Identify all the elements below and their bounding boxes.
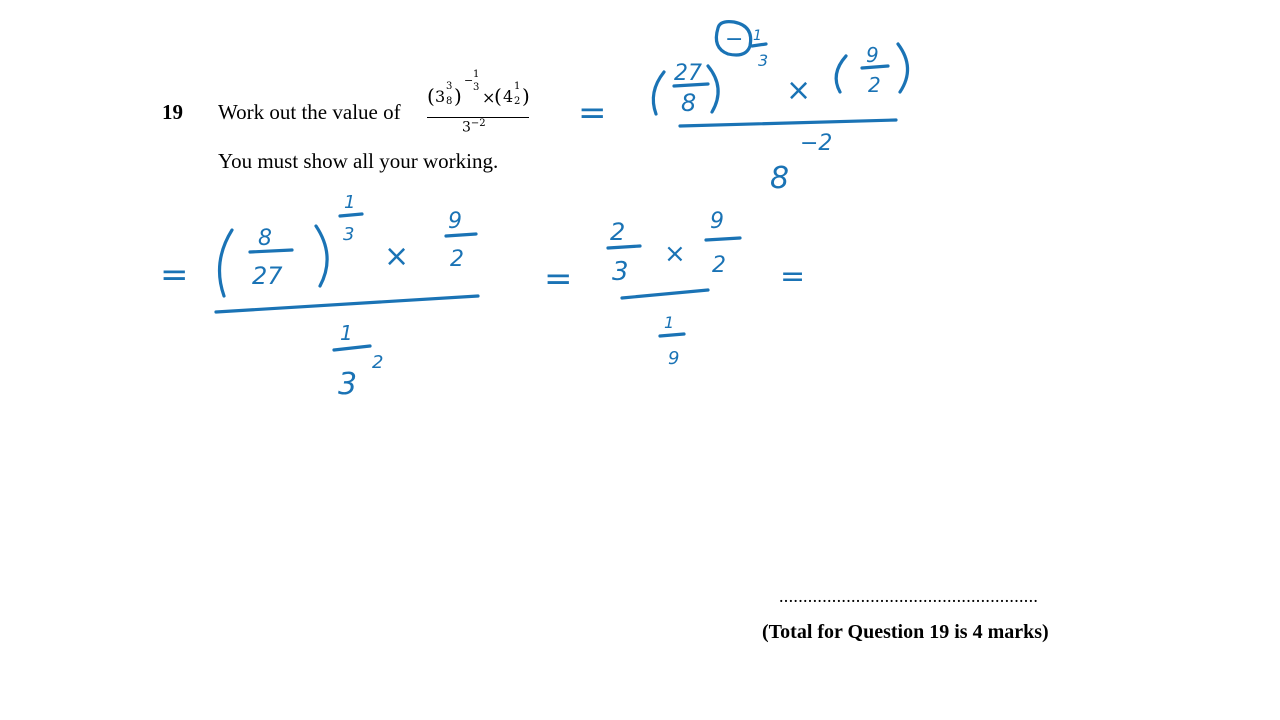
step1-frac-line-b [862, 66, 888, 68]
step2-num-b: 9 [448, 209, 462, 234]
step2-exp-line [340, 214, 362, 216]
step2-den-base: 3 [338, 367, 358, 402]
step2-den-line [334, 346, 370, 350]
times-sign: × [482, 88, 496, 107]
step2-exp-den: 3 [343, 224, 355, 245]
mixed-whole: 3 [435, 87, 446, 106]
step3-times: × [664, 239, 686, 269]
exponent-numerator: 1 [473, 69, 480, 80]
step3-frac-line-a [608, 246, 640, 248]
step1-exp-circled: − [725, 27, 744, 52]
answer-line[interactable]: ...................................................... [779, 586, 1039, 606]
step1-open-paren [653, 72, 664, 114]
exponent-denominator: 3 [473, 82, 480, 93]
step2-num-a: 8 [258, 226, 272, 251]
close-paren: ) [454, 84, 462, 108]
step1-den-a: 8 [681, 89, 697, 117]
mixed-whole-2: 4 [503, 87, 514, 106]
instruction-text: You must show all your working. [218, 149, 499, 173]
step2-frac-line-a [250, 250, 292, 252]
step1-close-paren [708, 66, 718, 112]
step4-equals: = [780, 259, 806, 294]
step1-exp-den: 3 [758, 51, 769, 70]
step1-frac-line-a [674, 84, 708, 86]
question-prompt: Work out the value of [218, 100, 401, 124]
step2-exp-num: 1 [344, 192, 356, 213]
mixed-numerator-2: 1 [514, 81, 521, 92]
step2-equals: = [160, 255, 189, 295]
close-paren-2: ) [522, 84, 530, 108]
step3-frac-line-b [706, 238, 740, 240]
step2-times: × [384, 239, 410, 274]
step3-den-a: 3 [612, 257, 629, 287]
question-number: 19 [162, 100, 183, 124]
step1-den-exp: −2 [800, 131, 833, 156]
open-paren-2: ( [494, 84, 502, 108]
step3-den-den: 9 [668, 348, 680, 369]
denominator-exponent: −2 [470, 118, 486, 129]
step1-num-a: 27 [674, 61, 702, 86]
step2-frac-line-b [446, 234, 476, 236]
step2-den-b: 2 [450, 247, 464, 272]
mixed-denominator-2: 2 [514, 96, 521, 107]
step3-den-line [660, 334, 684, 336]
step2-den-a: 27 [252, 262, 283, 290]
exponent-sign: − [464, 74, 474, 87]
step3-den-num: 1 [664, 313, 675, 332]
step2-main-frac-line [216, 296, 478, 312]
mixed-numerator: 3 [446, 81, 453, 92]
total-marks: (Total for Question 19 is 4 marks) [762, 621, 1049, 643]
step1-close-paren-2 [898, 44, 908, 92]
denominator-base: 3 [462, 119, 471, 136]
step2-den-exp: 2 [372, 352, 384, 373]
step1-open-paren-2 [836, 56, 846, 92]
step2-close-paren [316, 226, 327, 286]
step1-den-base: 8 [770, 161, 790, 196]
step3-num-a: 2 [610, 218, 626, 246]
step1-num-b: 9 [866, 43, 879, 67]
step1-main-frac-line [680, 120, 896, 126]
step2-den-num: 1 [340, 321, 353, 345]
step2-open-paren [220, 230, 233, 296]
step1-exp-num: 1 [753, 28, 762, 44]
step3-equals: = [544, 259, 573, 299]
step3-num-b: 9 [710, 209, 724, 234]
open-paren: ( [427, 84, 435, 108]
step1-den-b: 2 [868, 73, 881, 97]
step3-main-frac-line [622, 290, 708, 298]
mixed-denominator: 8 [446, 96, 453, 107]
step1-equals: = [578, 93, 607, 133]
step1-times: × [786, 73, 812, 108]
step3-den-b: 2 [712, 253, 726, 278]
step1-exp-line [752, 44, 766, 46]
